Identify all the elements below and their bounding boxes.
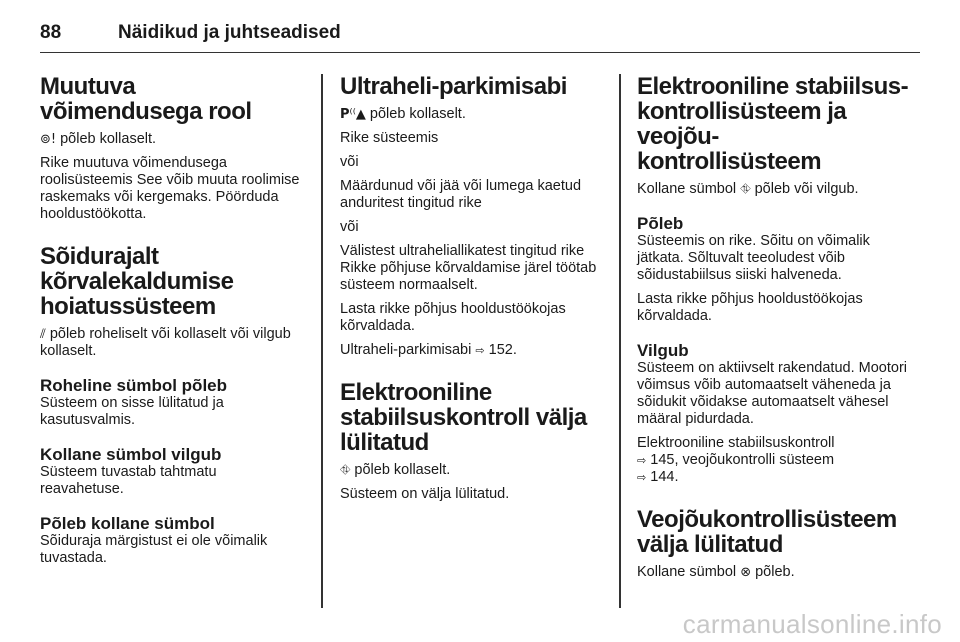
power-steering-description: Rike muutuva võimendusega roolisüsteemis See võib muuta roolimise raskemaks või kergemaks. Pöörduda hooldustöökotta. [40, 155, 300, 222]
column-3 [637, 74, 909, 642]
esc-off-status: ⛗ põleb kollaselt. [340, 462, 451, 478]
parking-text-4: või [340, 219, 359, 235]
esc-tc-status: Kollane sümbol ⛗ põleb või vilgub. [637, 181, 859, 197]
on-text-1: Süsteemis on rike. Sõitu on võimalik jätkata. Sõltuvalt teeoludest võib sõidustabiilsus siiski halveneda. [637, 233, 870, 283]
yellow-on-text: Sõiduraja märgistust ei ole võimalik tuvastada. [40, 533, 268, 566]
yellow-blink-text: Süsteem tuvastab tahtmatu reavahetuse. [40, 464, 217, 497]
watermark: carmanualsonline.info [682, 609, 942, 639]
running-title: Näidikud ja juhtseadised [118, 22, 341, 43]
column-1 [40, 74, 302, 642]
section-title-tc-off: Veojõukontrollisüsteem välja lülitatud [637, 506, 897, 558]
blink-reference: Elektrooniline stabiilsuskontroll ⇨ 145, veojõukontrolli süsteem ⇨ 144. [637, 435, 835, 485]
parking-reference: Ultraheli-parkimisabi ⇨ 152. [340, 342, 517, 358]
parking-text-5: Välistest ultraheliallikatest tingitud rike Rikke põhjuse kõrvaldamise järel töötab süsteem normaalselt. [340, 243, 597, 293]
parking-text-1: Rike süsteemis [340, 130, 439, 146]
esc-off-icon: ⛗ [340, 463, 351, 478]
tc-off-status: Kollane sümbol ⊗ põleb. [637, 564, 795, 580]
tc-off-icon: ⊗ [740, 565, 752, 580]
section-title-parking-assist: Ultraheli-parkimisabi [340, 73, 567, 100]
lane-departure-icon: ⫽ [40, 327, 46, 342]
parking-assist-status: P⁽⁽▲ põleb kollaselt. [340, 106, 466, 122]
subheading-yellow-blink: Kollane sümbol vilgub [40, 445, 222, 464]
section-title-power-steering: Muutuva võimendusega rool [40, 73, 252, 125]
column-2 [340, 74, 602, 642]
parking-text-3: Määrdunud või jää või lumega kaetud anduritest tingitud rike [340, 178, 582, 211]
subheading-yellow-on: Põleb kollane sümbol [40, 514, 215, 533]
power-steering-status: ⊚! põleb kollaselt. [40, 131, 157, 147]
subheading-blink: Vilgub [637, 341, 689, 360]
column-divider [321, 74, 323, 608]
section-title-esc-tc: Elektrooniline stabiilsus- kontrollisüsteem ja veojõu- kontrollisüsteem [637, 73, 909, 175]
on-text-2: Lasta rikke põhjus hooldustöökojas kõrvaldada. [637, 291, 863, 324]
steering-warning-icon: ⊚! [40, 132, 57, 147]
lane-departure-status: ⫽ põleb roheliselt või kollaselt või vilgub kollaselt. [40, 326, 291, 359]
column-divider [619, 74, 621, 608]
page-ref-icon: ⇨ [637, 471, 647, 484]
section-title-esc-off: Elektrooniline stabiilsuskontroll välja lülitatud [340, 379, 587, 456]
section-title-lane-departure: Sõidurajalt kõrvalekaldumise hoiatussüsteem [40, 243, 234, 320]
subheading-on: Põleb [637, 214, 684, 233]
parking-text-6: Lasta rikke põhjus hooldustöökojas kõrvaldada. [340, 301, 566, 334]
page-number: 88 [40, 22, 62, 43]
subheading-green-symbol: Roheline sümbol põleb [40, 376, 228, 395]
esc-icon: ⛗ [740, 182, 751, 197]
parking-assist-icon: P⁽⁽▲ [340, 107, 366, 122]
page-header [40, 14, 920, 53]
page-ref-icon: ⇨ [637, 454, 647, 467]
green-symbol-text: Süsteem on sisse lülitatud ja kasutusvalmis. [40, 395, 224, 428]
esc-off-text: Süsteem on välja lülitatud. [340, 486, 510, 502]
blink-text-1: Süsteem on aktiivselt rakendatud. Mootori võimsus võib automaatselt väheneda ja sõidukit võidakse automaatselt vähesel määral pidurdada. [637, 360, 907, 427]
page-ref-icon: ⇨ [475, 344, 485, 357]
parking-text-2: või [340, 154, 359, 170]
